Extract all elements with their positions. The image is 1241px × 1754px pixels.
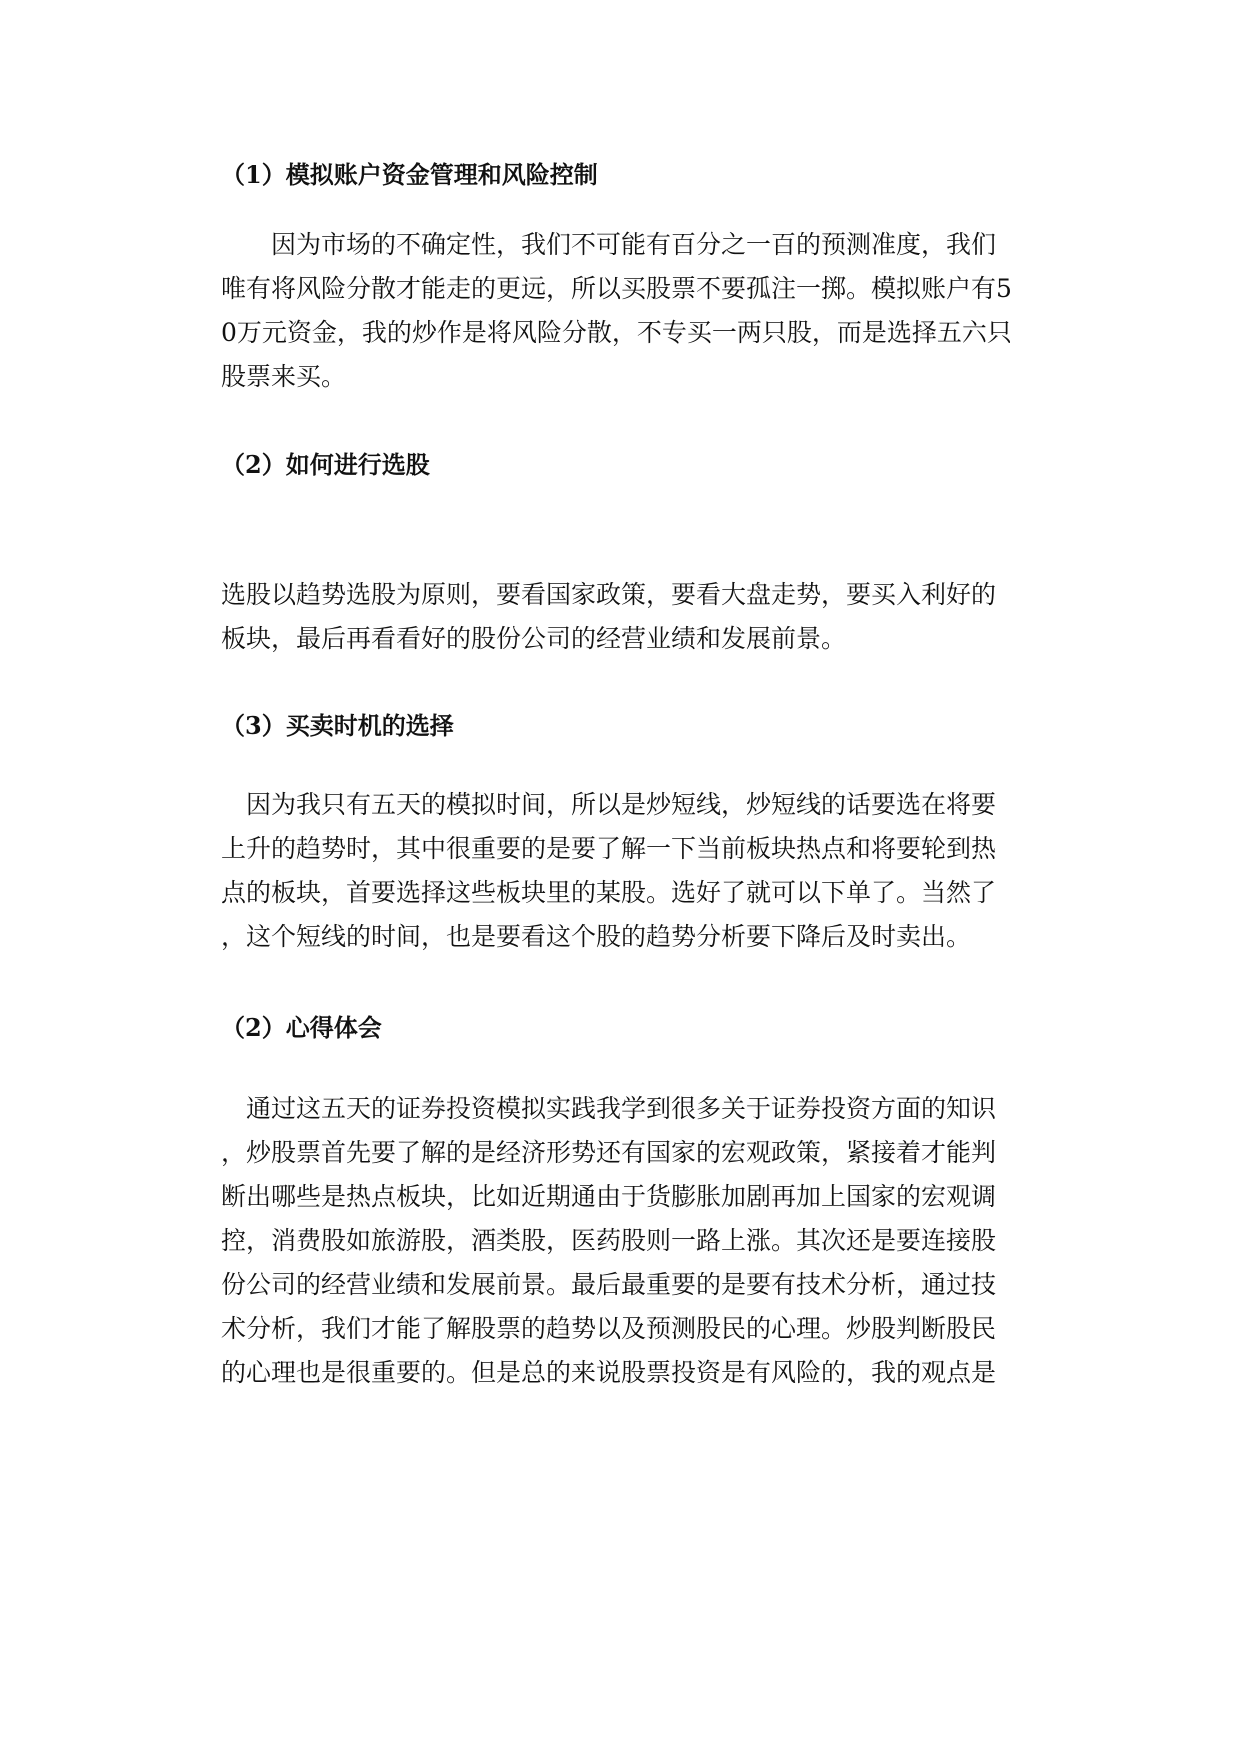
paragraph-line: 份公司的经营业绩和发展前景。最后最重要的是要有技术分析，通过技 [221,1270,997,1299]
paragraph-line: 因为市场的不确定性，我们不可能有百分之一百的预测准度，我们 [221,230,997,259]
section-heading-3: （3）买卖时机的选择 [221,711,454,740]
paragraph-line: 板块，最后再看看好的股份公司的经营业绩和发展前景。 [221,624,847,653]
paragraph-line: 断出哪些是热点板块，比如近期通由于货膨胀加剧再加上国家的宏观调 [221,1182,997,1211]
section-heading-4: （2）心得体会 [221,1013,382,1042]
section-heading-2: （2）如何进行选股 [221,450,430,479]
paragraph-line: 0万元资金，我的炒作是将风险分散，不专买一两只股，而是选择五六只 [221,318,1012,347]
paragraph-line: ，炒股票首先要了解的是经济形势还有国家的宏观政策，紧接着才能判 [221,1138,997,1167]
section-heading-1: （1）模拟账户资金管理和风险控制 [221,160,598,189]
paragraph-line: 因为我只有五天的模拟时间，所以是炒短线，炒短线的话要选在将要 [221,790,997,819]
paragraph-line: 控，消费股如旅游股，酒类股，医药股则一路上涨。其次还是要连接股 [221,1226,997,1255]
paragraph-line: 的心理也是很重要的。但是总的来说股票投资是有风险的，我的观点是 [221,1358,997,1387]
paragraph-line: 选股以趋势选股为原则，要看国家政策，要看大盘走势，要买入利好的 [221,580,997,609]
paragraph-line: 唯有将风险分散才能走的更远，所以买股票不要孤注一掷。模拟账户有5 [221,274,1012,303]
paragraph-line: 点的板块，首要选择这些板块里的某股。选好了就可以下单了。当然了 [221,878,997,907]
paragraph-line: 上升的趋势时，其中很重要的是要了解一下当前板块热点和将要轮到热 [221,834,997,863]
paragraph-line: 通过这五天的证券投资模拟实践我学到很多关于证券投资方面的知识 [221,1094,997,1123]
paragraph-line: ，这个短线的时间，也是要看这个股的趋势分析要下降后及时卖出。 [221,922,972,951]
paragraph-line: 股票来买。 [221,362,347,391]
paragraph-line: 术分析，我们才能了解股票的趋势以及预测股民的心理。炒股判断股民 [221,1314,997,1343]
